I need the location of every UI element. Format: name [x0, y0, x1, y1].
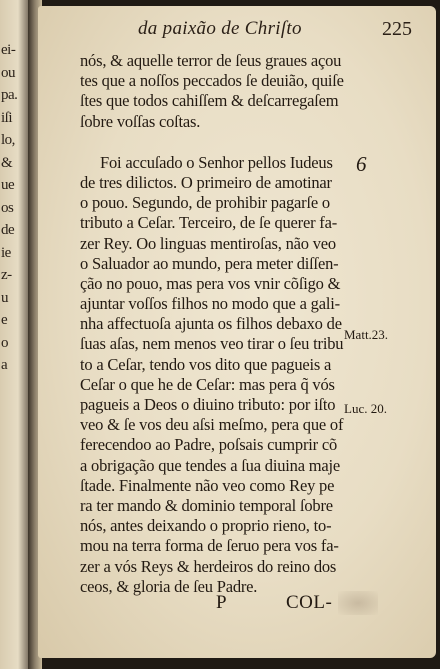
text-line: a obrigação que tendes a ſua diuina maje: [80, 455, 341, 475]
text-line: o Saluador ao mundo, pera meter diſſen-: [80, 253, 339, 273]
margin-reference-luke: Luc. 20.: [344, 401, 387, 416]
text-line: to a Ceſar, tendo vos dito que pagueis a: [80, 354, 332, 374]
signature-mark: P: [216, 592, 227, 613]
text-line: ajuntar voſſos filhos no modo que a gali-: [80, 294, 340, 314]
facing-page-fragment: pa.: [1, 87, 18, 103]
facing-page-fragment: ou: [1, 64, 15, 81]
facing-page-fragment: u: [1, 289, 8, 306]
text-line: zer a vós Reys & herdeiros do reino dos: [80, 556, 337, 576]
facing-page-fragment: ei-: [1, 42, 16, 58]
text-line: tes que a noſſos peccados ſe deuião, quiſe: [80, 71, 344, 91]
text-line: ſtes que todos cahiſſem & deſcarregaſem: [80, 91, 339, 111]
margin-numeral: 6: [356, 152, 367, 176]
margin-reference-matthew: Matt.23.: [344, 327, 389, 342]
facing-page-edge: [0, 0, 30, 669]
text-line: ſtade. Finalmente não veo como Rey pe: [80, 475, 335, 495]
facing-page-fragment: ie: [1, 244, 11, 261]
text-line: de tres dilictos. O primeiro de amotinar: [80, 172, 332, 192]
text-line: ſobre voſſas coſtas.: [80, 111, 201, 131]
facing-page-fragment: z-: [1, 267, 12, 283]
text-line: mou na terra forma de ſeruo pera vos fa-: [80, 536, 339, 556]
text-line: Foi accuſado o Senhor pellos Iudeus: [100, 152, 333, 172]
facing-page-fragment: ue: [1, 177, 15, 193]
text-line: zer Rey. Oo linguas mentiroſas, não veo: [80, 233, 336, 253]
text-line: nós, antes deixando o proprio rieno, to-: [80, 516, 332, 536]
facing-page-fragment: &: [1, 154, 13, 171]
paragraph-2: [80, 153, 384, 597]
text-line: o pouo. Segundo, de prohibir pagarſe o: [80, 193, 330, 213]
facing-page-fragment: os: [1, 199, 14, 216]
text-line: ferecendoo ao Padre, poſsais cumprir cõ: [80, 435, 338, 455]
text-line: tributo a Ceſar. Terceiro, de ſe querer fa-: [80, 213, 338, 233]
text-line: nha affectuoſa ajunta os filhos debaxo de: [80, 314, 342, 334]
facing-page-fragment: de: [1, 222, 15, 238]
text-line: Ceſar o que he de Ceſar: mas pera q̃ vós: [80, 374, 335, 394]
main-text: [80, 51, 384, 597]
running-head: [98, 16, 422, 46]
facing-page-fragment: e: [1, 312, 8, 328]
facing-page-fragment: lo,: [1, 132, 15, 148]
text-line: nós, & aquelle terror de ſeus graues açou: [80, 51, 342, 70]
catchword: COL-: [286, 592, 333, 613]
page-number: 225: [382, 18, 412, 40]
paragraph-1: [80, 51, 384, 132]
text-line: ra ter mando & dominio temporal ſobre: [80, 495, 333, 515]
text-line: pagueis a Deos o diuino tributo: por iſto: [80, 395, 336, 414]
facing-page-fragment: o: [1, 334, 8, 351]
running-title: da paixão de Chriſto: [138, 18, 302, 39]
text-line: ção no pouo, mas pera vos vnir cõſigo &: [80, 273, 341, 293]
facing-page-fragment: a: [1, 357, 8, 373]
text-line: veo & ſe vos deu aſsi meſmo, pera que of: [80, 415, 344, 435]
text-line: ſuas aſas, nem menos veo tirar o ſeu tribu: [80, 334, 344, 354]
ink-smudge: [338, 591, 378, 615]
facing-page-fragment: iſi: [1, 109, 13, 126]
book-page: [38, 6, 436, 658]
text-line: ceos, & gloria de ſeu Padre.: [80, 576, 258, 596]
